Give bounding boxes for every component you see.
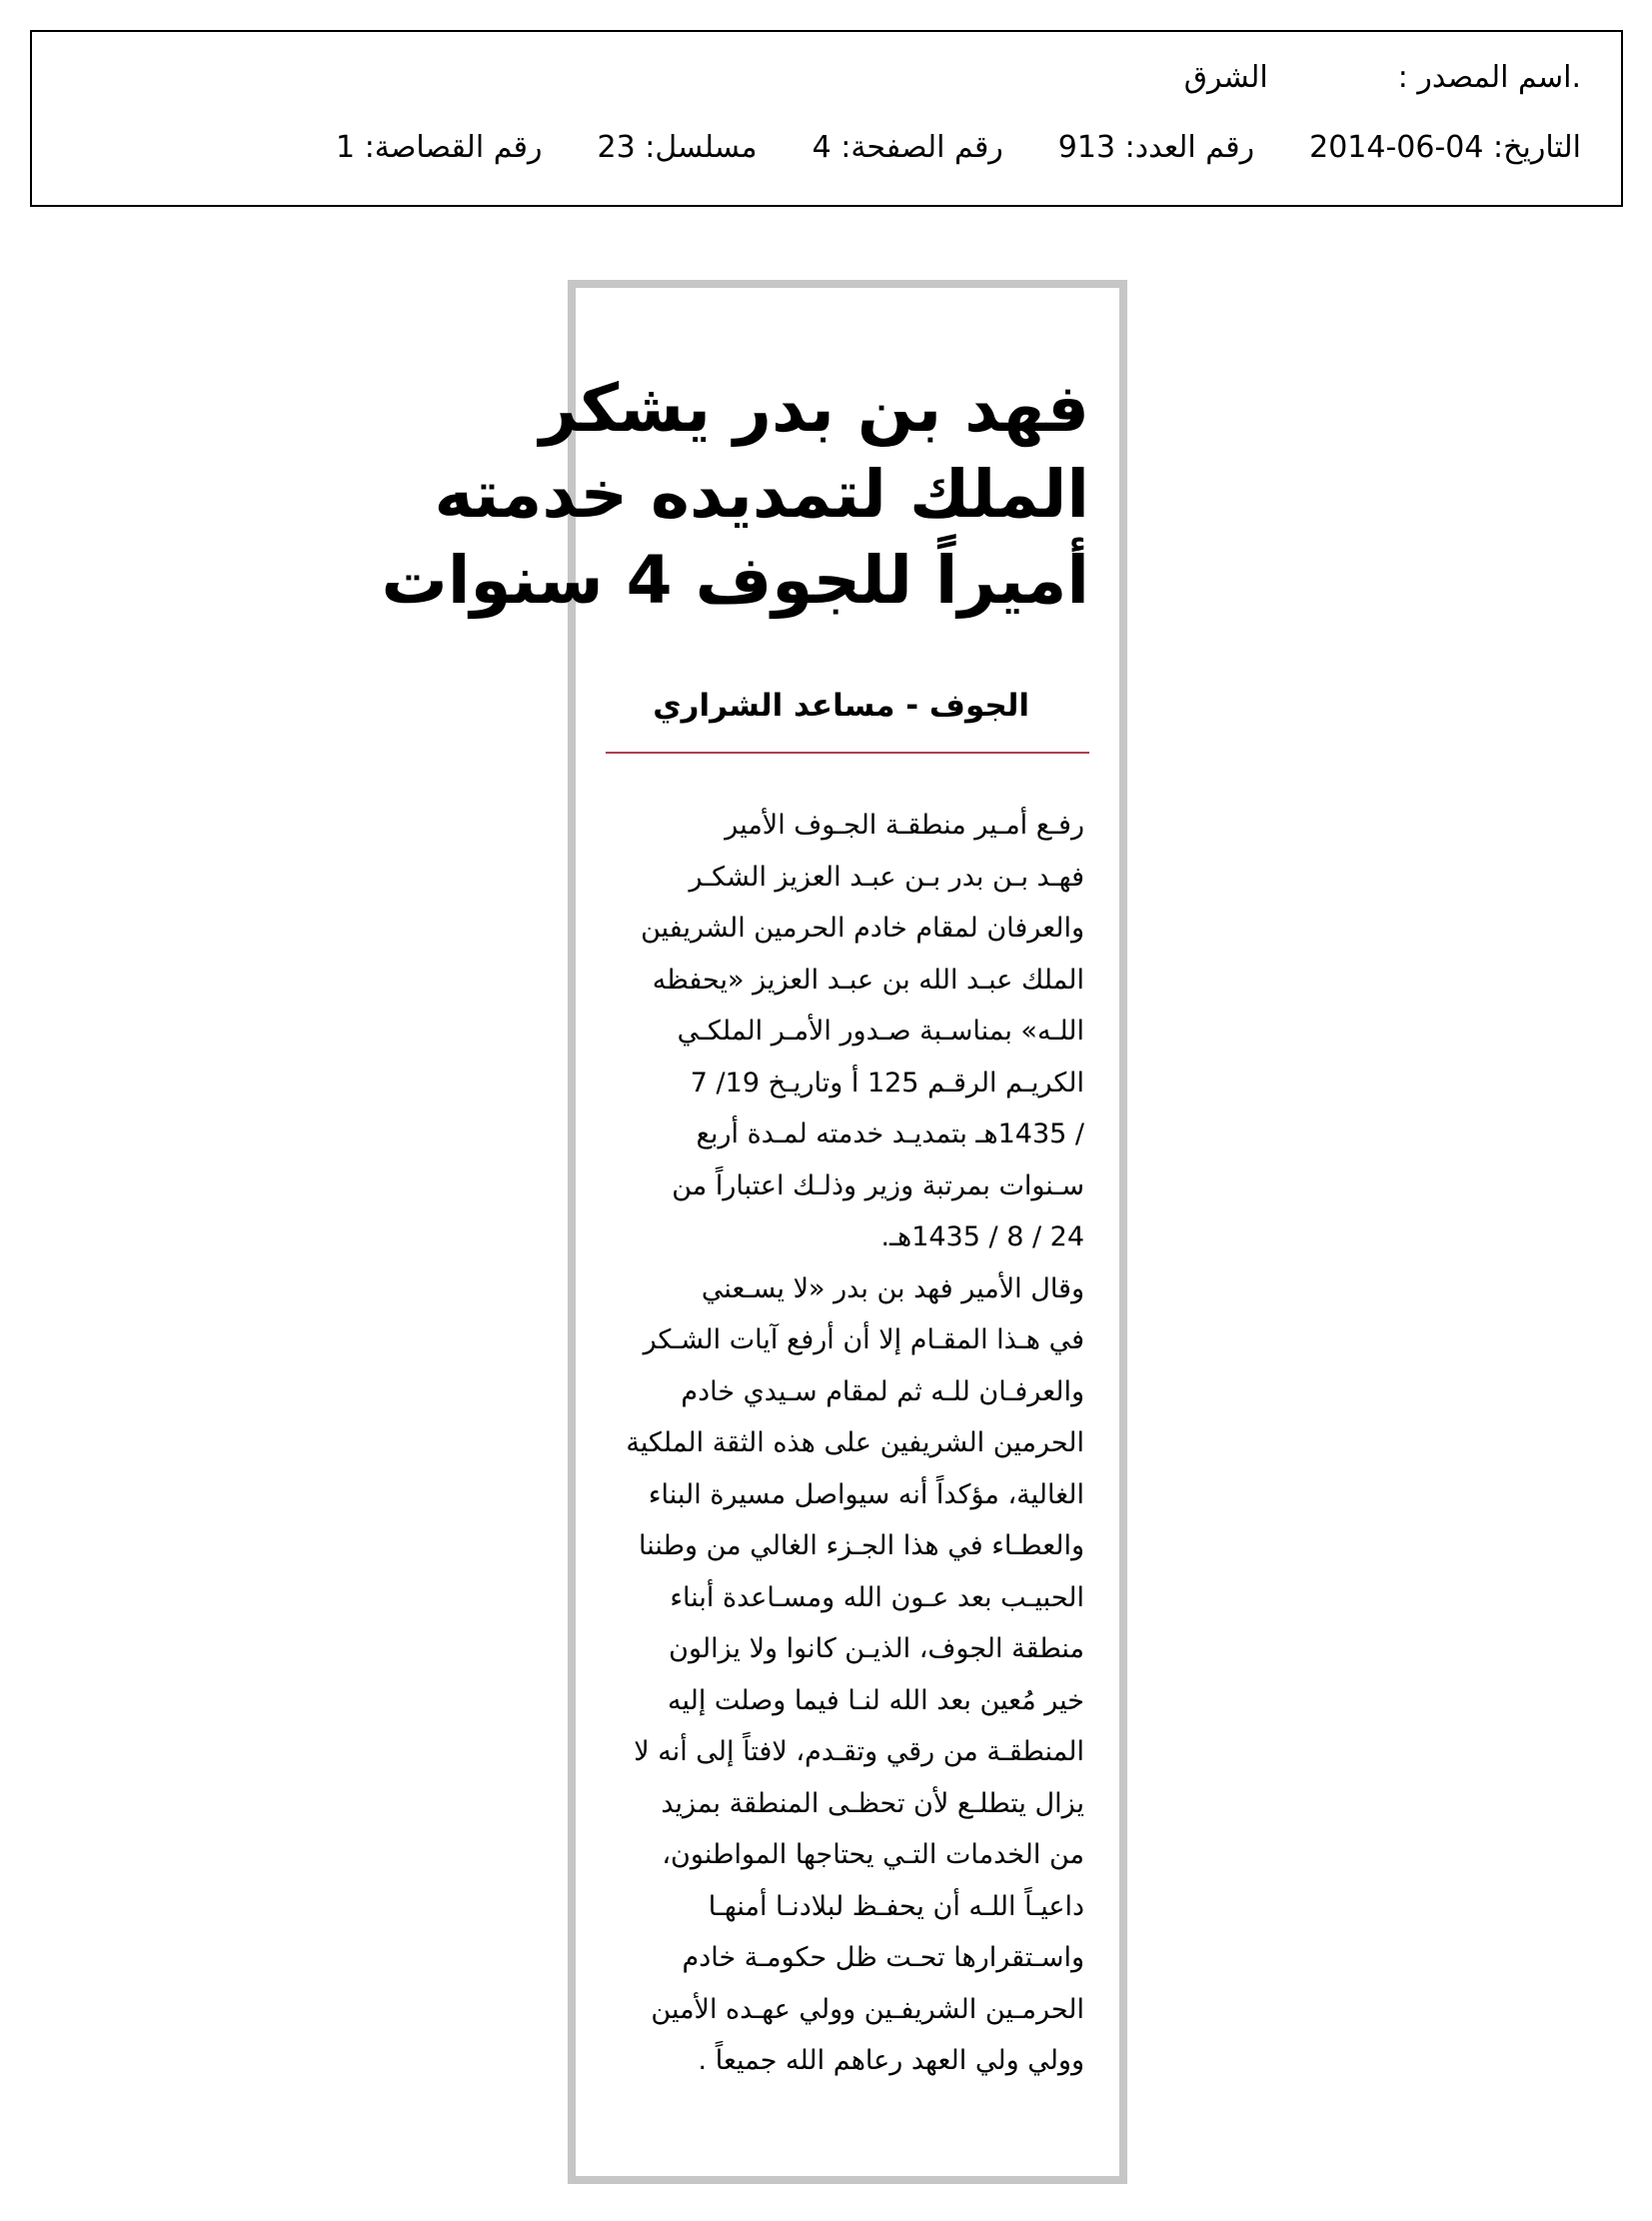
source-row: [1184, 60, 1581, 95]
page-label: رقم الصفحة:: [840, 130, 1003, 165]
source-value: الشرق: [1183, 60, 1268, 95]
clip-field: [336, 130, 542, 165]
body-line: المنطقـة من رقي وتقـدم، لافتاً إلى أنه لا: [634, 1736, 1084, 1767]
body-line: الكريـم الرقـم 125 أ وتاريـخ 19/ 7: [690, 1067, 1084, 1099]
article-body: [596, 800, 1084, 2087]
headline-line: الملك لتمديده خدمته: [434, 456, 1089, 533]
body-line: من الخدمات التـي يحتاجها المواطنون،: [662, 1839, 1084, 1870]
date-field: [1309, 130, 1581, 165]
source-label: .اسم المصدر :: [1397, 60, 1581, 95]
body-line: فهـد بـن بدر بـن عبـد العزيز الشكـر: [689, 861, 1084, 893]
issue-field: [1058, 130, 1254, 165]
date-value: 2014-06-04: [1309, 130, 1484, 165]
body-line: في هـذا المقـام إلا أن أرفع آيات الشـكر: [643, 1324, 1084, 1355]
body-line: والعرفـان للـه ثم لمقام سـيدي خادم: [681, 1375, 1084, 1407]
clipping-metadata-box: [30, 30, 1623, 207]
body-line: / 1435هـ بتمديـد خدمته لمـدة أربع: [696, 1118, 1084, 1149]
headline-line: فهد بن بدر يشكر: [539, 370, 1089, 447]
byline-divider: [606, 752, 1089, 754]
body-line: الملك عبـد الله بن عبـد العزيز «يحفظه: [652, 964, 1084, 996]
clip-value: 1: [336, 130, 356, 165]
article-headline: [381, 366, 1089, 624]
body-line: الحرمـين الشريفـين وولي عهـده الأمين: [651, 1993, 1084, 2025]
body-line: خير مُعين بعد الله لنـا فيما وصلت إليه: [667, 1684, 1084, 1716]
body-line: الحرمين الشريفين على هذه الثقة الملكية: [626, 1427, 1084, 1458]
body-line: منطقة الجوف، الذيـن كانوا ولا يزالون: [669, 1633, 1084, 1664]
body-line: سـنوات بمرتبة وزير وذلـك اعتباراً من: [672, 1169, 1084, 1201]
body-line: داعيـاً اللـه أن يحفـظ لبلادنـا أمنهـا: [708, 1890, 1084, 1922]
page-value: 4: [812, 130, 831, 165]
serial-label: مسلسل:: [645, 130, 758, 165]
body-line: يزال يتطلـع لأن تحظـى المنطقة بمزيد: [661, 1787, 1084, 1819]
body-line: وقال الأمير فهد بن بدر «لا يسـعني: [701, 1272, 1084, 1304]
page-field: [813, 130, 1003, 165]
body-line: واسـتقرارها تحـت ظل حكومـة خادم: [682, 1942, 1084, 1973]
details-row: [336, 130, 1581, 165]
article-byline: الجوف - مساعد الشراري: [653, 688, 1029, 724]
body-line: 24 / 8 / 1435هـ.: [880, 1221, 1084, 1252]
issue-value: 913: [1057, 130, 1116, 165]
issue-label: رقم العدد:: [1124, 130, 1255, 165]
headline-line: أميراً للجوف 4 سنوات: [381, 542, 1089, 619]
body-line: الحبيـب بعد عـون الله ومسـاعدة أبناء: [670, 1581, 1084, 1613]
serial-field: [598, 130, 758, 165]
body-line: وولي ولي العهد رعاهم الله جميعاً .: [698, 2045, 1084, 2076]
body-line: رفـع أمـير منطقـة الجـوف الأمير: [725, 810, 1084, 841]
date-label: التاريخ:: [1493, 130, 1581, 165]
body-line: والعطـاء في هذا الجـزء الغالي من وطننا: [638, 1530, 1084, 1561]
body-line: الغالية، مؤكداً أنه سيواصل مسيرة البناء: [648, 1478, 1084, 1510]
serial-value: 23: [597, 130, 636, 165]
body-line: والعرفان لمقام خادم الحرمين الشريفين: [641, 913, 1084, 944]
newspaper-clipping: [381, 280, 1127, 2184]
clip-label: رقم القصاصة:: [364, 130, 543, 165]
body-line: اللـه» بمناسـبة صـدور الأمـر الملكـي: [677, 1016, 1084, 1047]
